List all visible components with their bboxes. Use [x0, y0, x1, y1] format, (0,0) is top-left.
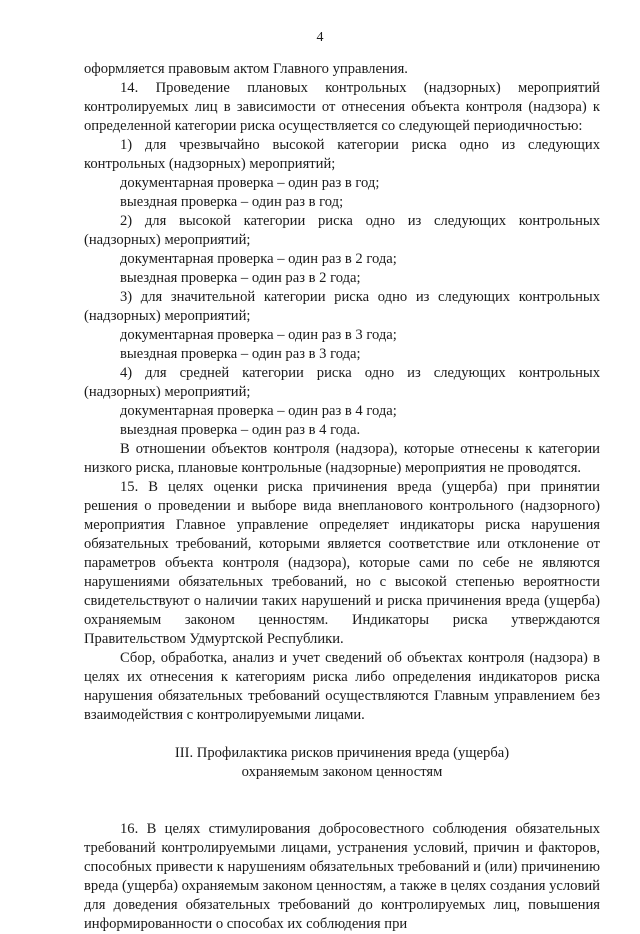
section-heading-line-2: охраняемым законом ценностям [241, 764, 443, 780]
paragraph-15-collection: Сбор, обработка, анализ и учет сведений об объектах контроля (надзора) в целях их отнесения к категориям риска либо определения индикаторов риска нарушения обязательных требований осуществляются Главным управлением без взаимодействия с контролируемыми лицами. [84, 650, 600, 723]
paragraph-14-item-2-documentary: документарная проверка – один раз в 2 года; [120, 251, 397, 267]
paragraph-14-item-2-field: выездная проверка – один раз в 2 года; [120, 270, 361, 286]
paragraph-14-item-3-documentary: документарная проверка – один раз в 3 года; [120, 327, 397, 343]
paragraph-14-low-risk: В отношении объектов контроля (надзора), которые отнесены к категории низкого риска, плановые контрольные (надзорные) мероприятия не проводятся. [84, 441, 600, 476]
document-body [84, 60, 600, 934]
paragraph-continuation: оформляется правовым актом Главного управления. [84, 61, 408, 77]
paragraph-14: 14. Проведение плановых контрольных (надзорных) мероприятий контролируемых лиц в зависимости от отнесения объекта контроля (надзора) к определенной категории риска осуществляется со следующей периодичностью: [84, 80, 600, 134]
paragraph-14-item-4-documentary: документарная проверка – один раз в 4 года; [120, 403, 397, 419]
paragraph-15: 15. В целях оценки риска причинения вреда (ущерба) при принятии решения о проведении и выборе вида внепланового контрольного (надзорного) мероприятия Главное управление определяет индикаторы риска нарушения обязательных требований, которыми является соответствие или отклонение от параметров объекта контроля (надзора), которые сами по себе не являются нарушениями обязательных требований, но с высокой степенью вероятности свидетельствуют о наличии таких нарушений и риска причинения вреда (ущерба) охраняемым законом ценностям. Индикаторы риска утверждаются Правительством Удмуртской Республики. [84, 479, 600, 647]
paragraph-14-item-2: 2) для высокой категории риска одно из следующих контрольных (надзорных) мероприятий; [84, 213, 600, 248]
page-number: 4 [316, 30, 324, 45]
paragraph-14-item-3: 3) для значительной категории риска одно из следующих контрольных (надзорных) мероприятий; [84, 289, 600, 324]
paragraph-16: 16. В целях стимулирования добросовестного соблюдения обязательных требований контролируемыми лицами, устранения условий, причин и факторов, способных привести к нарушениям обязательных требований и (или) причинению вреда (ущерба) охраняемым законом ценностям, а также в целях создания условий для доведения обязательных требований до контролируемых лиц, повышения информированности о способах их соблюдения при [84, 821, 600, 932]
paragraph-14-item-4-field: выездная проверка – один раз в 4 года. [120, 422, 361, 438]
section-heading [84, 744, 600, 782]
paragraph-14-item-3-field: выездная проверка – один раз в 3 года; [120, 346, 361, 362]
section-heading-line-1: III. Профилактика рисков причинения вреда (ущерба) [174, 745, 510, 761]
paragraph-14-item-1-field: выездная проверка – один раз в год; [120, 194, 344, 210]
paragraph-14-item-1: 1) для чрезвычайно высокой категории риска одно из следующих контрольных (надзорных) мероприятий; [84, 137, 600, 172]
paragraph-14-item-4: 4) для средней категории риска одно из следующих контрольных (надзорных) мероприятий; [84, 365, 600, 400]
paragraph-14-item-1-documentary: документарная проверка – один раз в год; [120, 175, 380, 191]
